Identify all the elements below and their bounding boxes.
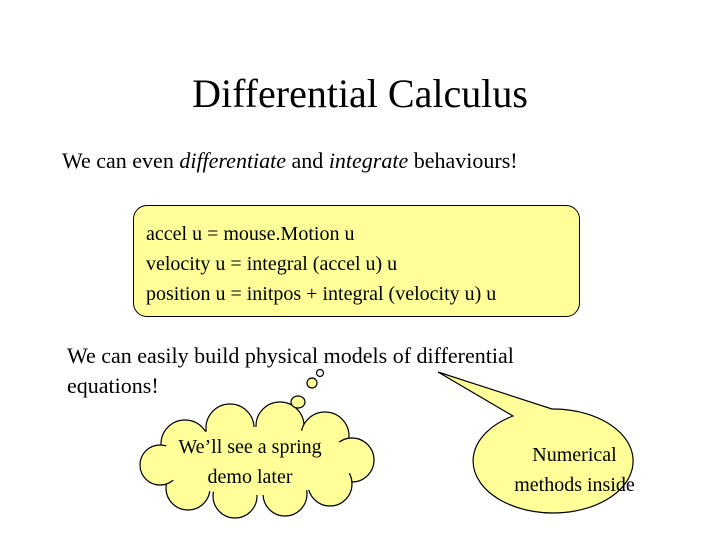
code-line-accel: accel u = mouse.Motion u: [146, 223, 355, 245]
intro-suffix: behaviours!: [408, 148, 518, 173]
thought-bubble-text: [150, 432, 350, 492]
callout-line-2: methods inside: [514, 474, 635, 496]
callout-line-1: Numerical: [532, 444, 617, 466]
intro-prefix: We can even: [62, 148, 180, 173]
intro-integrate: integrate: [328, 148, 409, 173]
thought-line-2: demo later: [207, 466, 293, 488]
code-line-position: position u = initpos + integral (velocity u) u: [146, 283, 497, 305]
slide-title: Differential Calculus: [192, 71, 528, 116]
thought-line-1: We’ll see a spring: [178, 436, 322, 458]
body-text: We can easily build physical models of differential equations!: [67, 343, 514, 398]
callout-text: [492, 440, 657, 500]
intro-middle: and: [286, 148, 329, 173]
intro-differentiate: differentiate: [179, 148, 287, 173]
code-line-velocity: velocity u = integral (accel u) u: [146, 253, 398, 275]
